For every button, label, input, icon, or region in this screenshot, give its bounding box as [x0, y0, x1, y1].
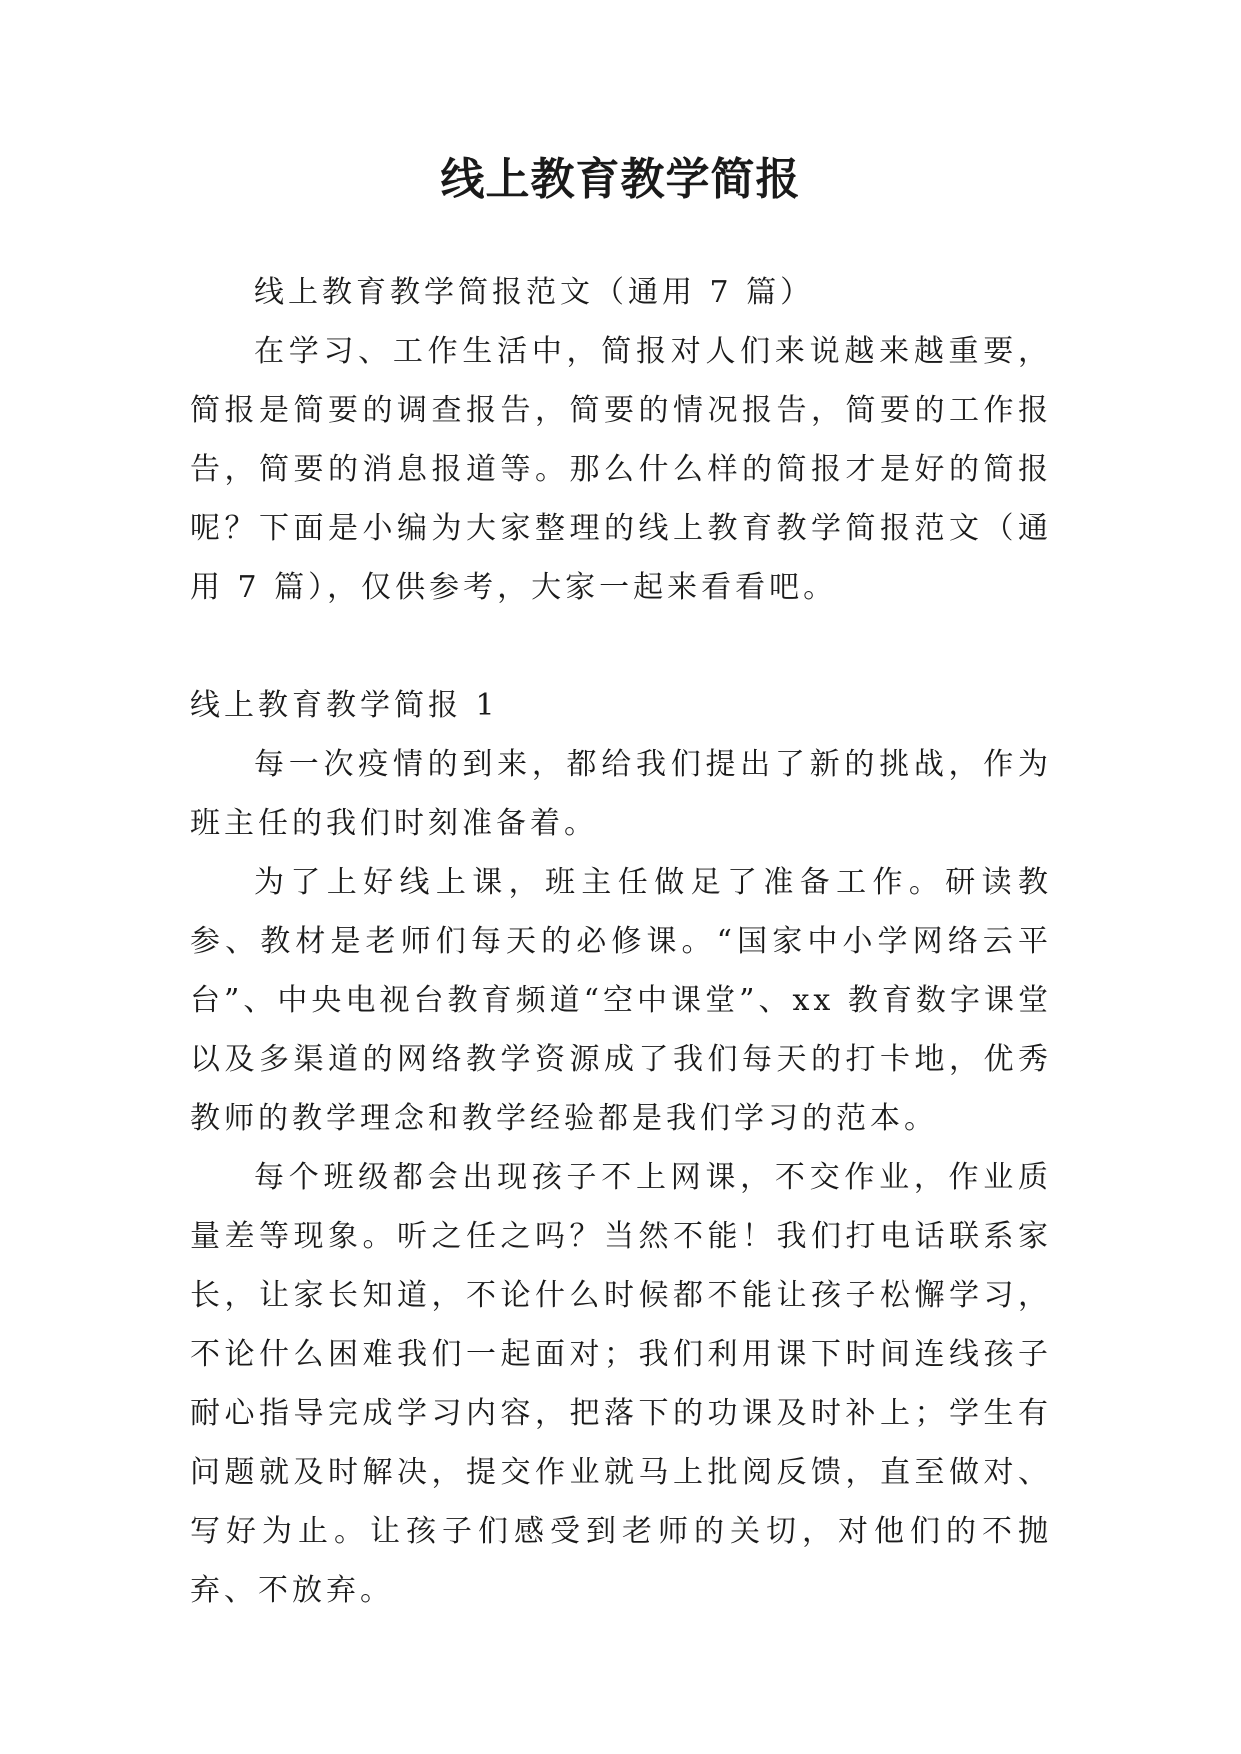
section-paragraph-1: 每一次疫情的到来，都给我们提出了新的挑战，作为班主任的我们时刻准备着。: [190, 747, 1052, 841]
section-paragraph-2: 为了上好线上课，班主任做足了准备工作。研读教参、教材是老师们每天的必修课。“国家中小学网络云平台”、中央电视台教育频道“空中课堂”、xx 教育数字课堂以及多渠道的网络教学资源成了我们每天的打卡地，优秀教师的教学理念和教学经验都是我们学习的范本。: [190, 865, 1052, 1136]
document-title: 线上教育教学简报: [440, 154, 801, 205]
intro-subtitle: 线上教育教学简报范文（通用 7 篇）: [254, 275, 815, 310]
intro-paragraph: 在学习、工作生活中，简报对人们来说越来越重要，简报是简要的调查报告，简要的情况报告，简要的工作报告，简要的消息报道等。那么什么样的简报才是好的简报呢？下面是小编为大家整理的线上教育教学简报范文（通用 7 篇），仅供参考，大家一起来看看吧。: [190, 334, 1052, 605]
section-heading: 线上教育教学简报 1: [190, 688, 499, 723]
section-spacer: [190, 617, 1052, 676]
section-paragraph-3: 每个班级都会出现孩子不上网课，不交作业，作业质量差等现象。听之任之吗？当然不能！我们打电话联系家长，让家长知道，不论什么时候都不能让孩子松懈学习，不论什么困难我们一起面对；我们利用课下时间连线孩子耐心指导完成学习内容，把落下的功课及时补上；学生有问题就及时解决，提交作业就马上批阅反馈，直至做对、写好为止。让孩子们感受到老师的关切，对他们的不抛弃、不放弃。: [190, 1160, 1052, 1608]
document-body: [190, 263, 1052, 1620]
